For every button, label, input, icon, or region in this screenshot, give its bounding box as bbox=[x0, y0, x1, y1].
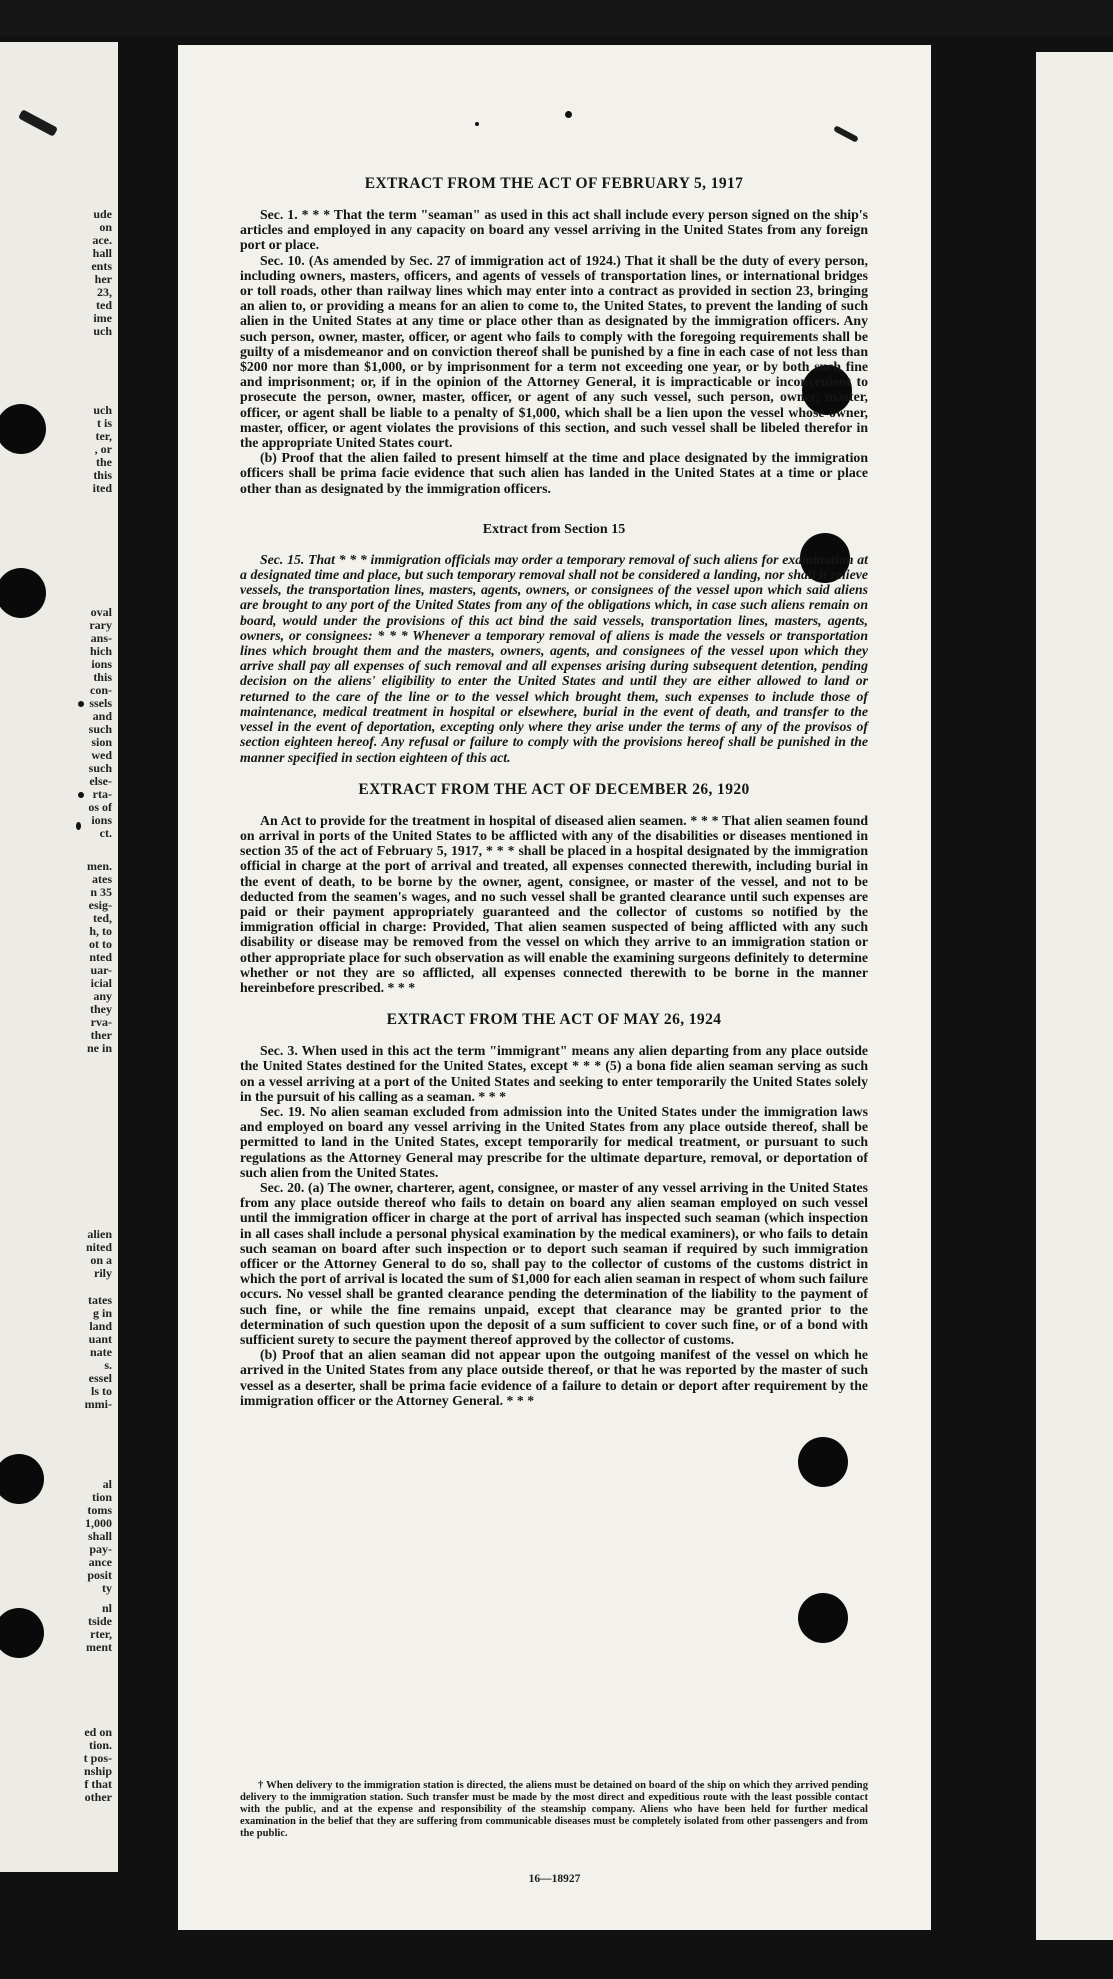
speck bbox=[78, 701, 84, 707]
scratch-mark bbox=[833, 125, 859, 143]
left-page-text-fragment: uch t is ter, , or the this ited bbox=[92, 403, 112, 495]
punch-hole bbox=[0, 1454, 44, 1504]
punch-hole bbox=[798, 1593, 848, 1643]
footnote: † When delivery to the immigration station is directed, the aliens must be detained on board of the ship on which they arrived pending delivery to the immigration station. Such transfer must be made by the most direct and expeditious route with the least possible contact with the public, and at the expense and responsibility of the steamship company. Aliens who have been held for further medical examination in the belief that they are suffering from communicable diseases must be completely isolated from other passengers and from the public. bbox=[240, 1780, 868, 1839]
section-heading: Extract from Section 15 bbox=[482, 521, 626, 537]
left-page-text-fragment: men. ates n 35 esig- ted, h, to ot to nted uar- icial any they rva- ther ne in bbox=[86, 859, 112, 1055]
page-number: 16—18927 bbox=[528, 1873, 581, 1885]
punch-hole bbox=[0, 404, 46, 454]
punch-hole bbox=[0, 1608, 44, 1658]
paragraph: (b) Proof that an alien seaman did not appear upon the outgoing manifest of the vessel on which he arrived in the United States from any place outside thereof, or that he was reported by the master of such vessel as a deserter, shall be prima facie evidence of a failure to detain or deport after requirement by the immigration officer or the Attorney General. * * * bbox=[240, 1347, 868, 1408]
paragraph: Sec. 3. When used in this act the term "immigrant" means any alien departing from any place outside the United States destined for the United States, except * * * (5) a bona fide alien seaman serving as such on a vessel arriving at a port of the United States and seeking to enter temporarily the United States solely in the pursuit of his calling as a seaman. * * * bbox=[240, 1043, 868, 1104]
adjacent-page-right bbox=[1036, 52, 1113, 1940]
left-page-text-fragment: tates g in land uant nate s. essel ls to mmi- bbox=[84, 1293, 112, 1411]
punch-hole bbox=[0, 568, 46, 618]
paragraph: An Act to provide for the treatment in hospital of diseased alien seamen. * * * That alien seamen found on arrival in ports of the United States to be afflicted with any of the disabilities or diseases mentioned in section 35 of the act of February 5, 1917, * * * shall be placed in a hospital designated by the immigration official in charge at the port of arrival and treated, all expenses connected therewith, including burial in the event of death, to be borne by the owner, agent, consignee, or master of the vessel, and not to be deducted from the seamen's wages, and no such vessel shall be granted clearance until such expenses are paid or their payment appropriately guaranteed and the collector of customs so notified by the immigration official in charge: Provided, That alien seamen suspected of being afflicted with any such disability or disease may be removed from the vessel on which they arrive to an immigration station or other appropriate place for such observation as will enable the examining surgeons definitely to determine whether or not they are so afflicted, all expenses connected therewith to be borne in the manner hereinbefore prescribed. * * * bbox=[240, 812, 868, 995]
section-heading: EXTRACT FROM THE ACT OF MAY 26, 1924 bbox=[386, 1011, 722, 1029]
paragraph: Sec. 20. (a) The owner, charterer, agent, consignee, or master of any vessel arriving in the United States from any place outside thereof who fails to detain on board any alien seaman employed on such vessel until the immigration officer in charge at the port of arrival has inspected such seaman (which inspection in all cases shall include a personal physical examination by the medical examiners), or who fails to detain such seaman on board after such inspection or to deport such seaman if required by such immigration officer or the Attorney General to do so, shall pay to the collector of customs of the customs district in which the port of arrival is located the sum of $1,000 for each alien seaman in respect of whom such failure occurs. No vessel shall be granted clearance pending the determination of the liability to the payment of such fine, or while the fine remains unpaid, except that clearance may be granted prior to the determination of such question upon the deposit of a sum sufficient to cover such fine, or of a bond with sufficient surety to secure the payment thereof approved by the collector of customs. bbox=[240, 1179, 868, 1347]
speck bbox=[78, 792, 84, 798]
speck bbox=[76, 822, 81, 830]
scratch-mark bbox=[18, 109, 58, 137]
paragraph: Sec. 1. * * * That the term "seaman" as used in this act shall include every person signed on the ship's articles and employed in any capacity on board any vessel arriving in the United States from any foreign port or place. bbox=[240, 207, 868, 253]
speck bbox=[475, 122, 479, 126]
paragraph: Sec. 19. No alien seaman excluded from admission into the United States under the immigration laws and employed on board any vessel arriving in the United States from any place outside thereof, shall be permitted to land in the United States, except temporarily for medical treatment, or pursuant to such regulations as the Attorney General may prescribe for the ultimate departure, removal, or deportation of such alien from the United States. bbox=[240, 1103, 868, 1180]
document-body bbox=[240, 175, 868, 1408]
adjacent-page-left bbox=[0, 42, 118, 1872]
paragraph: Sec. 10. (As amended by Sec. 27 of immigration act of 1924.) That it shall be the duty of every person, including owners, masters, officers, and agents of vessels of transportation lines, or international bridges or toll roads, other than railway lines which may enter into a contract as provided in section 23, bringing an alien to, or providing a means for an alien to come to, the United States, to prevent the landing of such alien in the United States at any time or place other than as designated by the immigration officers. Any such person, owner, master, officer, or agent who fails to comply with the foregoing requirements shall be guilty of a misdemeanor and on conviction thereof shall be punished by a fine in each case of not less than $200 nor more than $1,000, or by imprisonment for a term not exceeding one year, or by both such fine and imprisonment; or, if in the opinion of the Attorney General, it is impracticable or inconvenient to prosecute the person, owner, master, officer, or agent of any such vessel, such person, owner, master, officer, or agent shall be liable to a penalty of $1,000, which shall be a lien upon the vessel whose owner, master, officer, or agent violates the provisions of this section, and such vessel shall be libeled therefor in the appropriate United States court. bbox=[240, 252, 868, 451]
left-page-text-fragment: ed on tion. t pos- nship f that other bbox=[83, 1725, 112, 1804]
left-page-text-fragment: alien nited on a rily bbox=[85, 1227, 112, 1280]
left-page-text-fragment: al tion toms 1,000 shall pay- ance posit ty bbox=[85, 1477, 112, 1595]
section-heading: EXTRACT FROM THE ACT OF FEBRUARY 5, 1917 bbox=[364, 175, 744, 192]
section-heading: EXTRACT FROM THE ACT OF DECEMBER 26, 1920 bbox=[358, 780, 750, 798]
paragraph: (b) Proof that the alien failed to present himself at the time and place designated by the immigration officers shall be prima facie evidence that such alien has landed in the United States at a time or place other than as designated by the immigration officers. bbox=[240, 450, 868, 496]
speck bbox=[565, 111, 572, 118]
paragraph: Sec. 15. That * * * immigration officials may order a temporary removal of such aliens for examination at a designated time and place, but such temporary removal shall not be considered a landing, nor shall it relieve vessels, the transportation lines, masters, agents, owners, or consignees of the vessel upon which said aliens are brought to any port of the United States from any of the obligations which, in case such aliens remain on board, would under the provisions of this act bind the said vessels, transportation lines, masters, agents, owners, or consignees: * * * Whenever a temporary removal of aliens is made the vessels or transportation lines which brought them and the masters, owners, agents, and consignees of the vessel upon which they arrive shall pay all expenses of such removal and all expenses arising during subsequent detention, pending decision on the aliens' eligibility to enter the United States and until they are either allowed to land or returned to the care of the line or to the vessel which brought them, such expenses to include those of maintenance, medical treatment in hospital or elsewhere, burial in the event of death, and transfer to the vessel in the event of deportation, excepting only where they arise under the terms of any of the provisos of section eighteen hereof. Any refusal or failure to comply with the provisions hereof shall be punished in the manner specified in section eighteen of this act. bbox=[240, 551, 868, 765]
document-page bbox=[178, 45, 931, 1930]
film-edge bbox=[0, 0, 1113, 36]
left-page-text-fragment: oval rary ans- hich ions this con- ssels and such sion wed such else- rta- os of ions ct. bbox=[88, 605, 112, 840]
punch-hole bbox=[798, 1437, 848, 1487]
left-page-text-fragment: ude on ace. hall ents her 23, ted ime uch bbox=[91, 207, 112, 338]
left-page-text-fragment: nl tside rter, ment bbox=[86, 1601, 112, 1654]
